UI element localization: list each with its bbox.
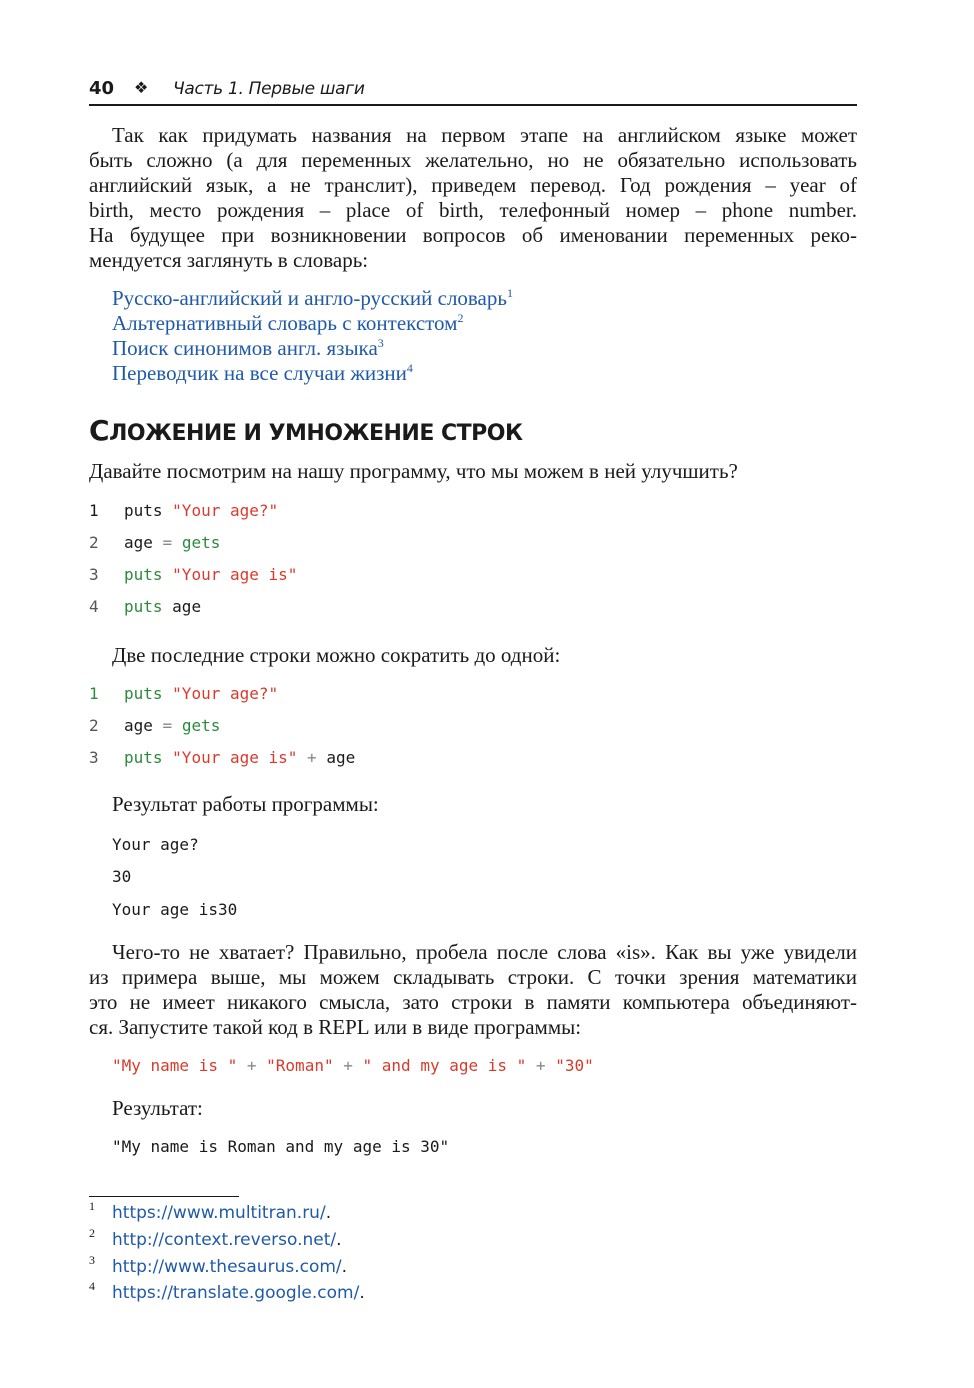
line-number: 2 [89,533,99,552]
link-translator[interactable]: Переводчик на все случаи жизни$^4$ [112,361,413,385]
text-line: из примера выше, мы можем складывать строки. С точки зрения математики [89,965,857,989]
footnote-link[interactable]: https://www.multitran.ru/ [112,1203,326,1223]
line-number: 1 [89,501,99,520]
paragraph-result: Результат работы программы: [112,792,379,816]
line-number: 4 [89,597,99,616]
paragraph-result-2: Результат: [112,1096,203,1120]
page-header [89,74,857,106]
text-line: английский язык, а не транслит), приведем перевод. Год рождения – year of [89,173,857,197]
link-synonyms[interactable]: Поиск синонимов англ. языка$^3$ [112,336,384,360]
footnote-ref: 4 [406,361,413,375]
footnote-link[interactable]: http://context.reverso.net/ [112,1230,337,1250]
dictionary-links [112,286,513,386]
text-line: birth, место рождения – place of birth, телефонный номер – phone number. [89,198,857,222]
footnote-link[interactable]: https://translate.google.com/ [112,1283,360,1303]
line-number: 3 [89,748,99,767]
text-line: Так как придумать названия на первом этапе на английском языке может [112,123,857,147]
ornament-icon: ❖ [134,78,149,97]
intro-paragraph [89,123,857,273]
footnote-divider [89,1196,239,1197]
lead-sentence: Давайте посмотрим на нашу программу, что мы можем в ней улучшить? [89,459,738,483]
text-line: мендуется заглянуть в словарь: [89,248,369,272]
section-heading: СЛОЖЕНИЕ И УМНОЖЕНИЕ СТРОК [89,414,523,447]
line-number: 3 [89,565,99,584]
running-title: Часть 1. Первые шаги [173,79,365,99]
line-number: 1 [89,684,99,703]
footnote-ref: 2 [457,311,464,325]
link-dictionary-ru-en[interactable]: Русско-английский и англо-русский словарь$^1$ [112,286,513,310]
paragraph-concatenation [89,940,857,1040]
footnote-number: 4 [89,1279,95,1293]
link-context-dictionary[interactable]: Альтернативный словарь с контекстом$^2$ [112,311,464,335]
code-block-3: "My name is " + "Roman" + " and my age is " + "30" [112,1056,594,1075]
footnote-ref: 3 [377,336,384,350]
text-line: Чего-то не хватает? Правильно, пробела после слова «is». Как вы уже увидели [112,940,857,964]
page-number: 40 [89,78,115,99]
text-line: ся. Запустите такой код в REPL или в виде программы: [89,1015,582,1039]
line-number: 2 [89,716,99,735]
output-line: 30 [112,867,132,886]
footnote-link[interactable]: http://www.thesaurus.com/ [112,1257,342,1277]
output-line: Your age? [112,835,199,854]
text-line: На будущее при возникновении вопросов об именовании переменных реко- [89,223,857,247]
footnote-number: 2 [89,1226,95,1240]
output-line: Your age is30 [112,900,238,919]
footnote-ref: 1 [506,286,513,300]
footnote-number: 3 [89,1253,95,1267]
text-line: это не имеет никакого смысла, зато строки в памяти компьютера объединяют- [89,990,857,1014]
output-line: "My name is Roman and my age is 30" [112,1137,450,1156]
paragraph-shorten: Две последние строки можно сократить до одной: [112,643,561,667]
footnote-number: 1 [89,1199,95,1213]
text-line: быть сложно (а для переменных желательно, но не обязательно использовать [89,148,857,172]
